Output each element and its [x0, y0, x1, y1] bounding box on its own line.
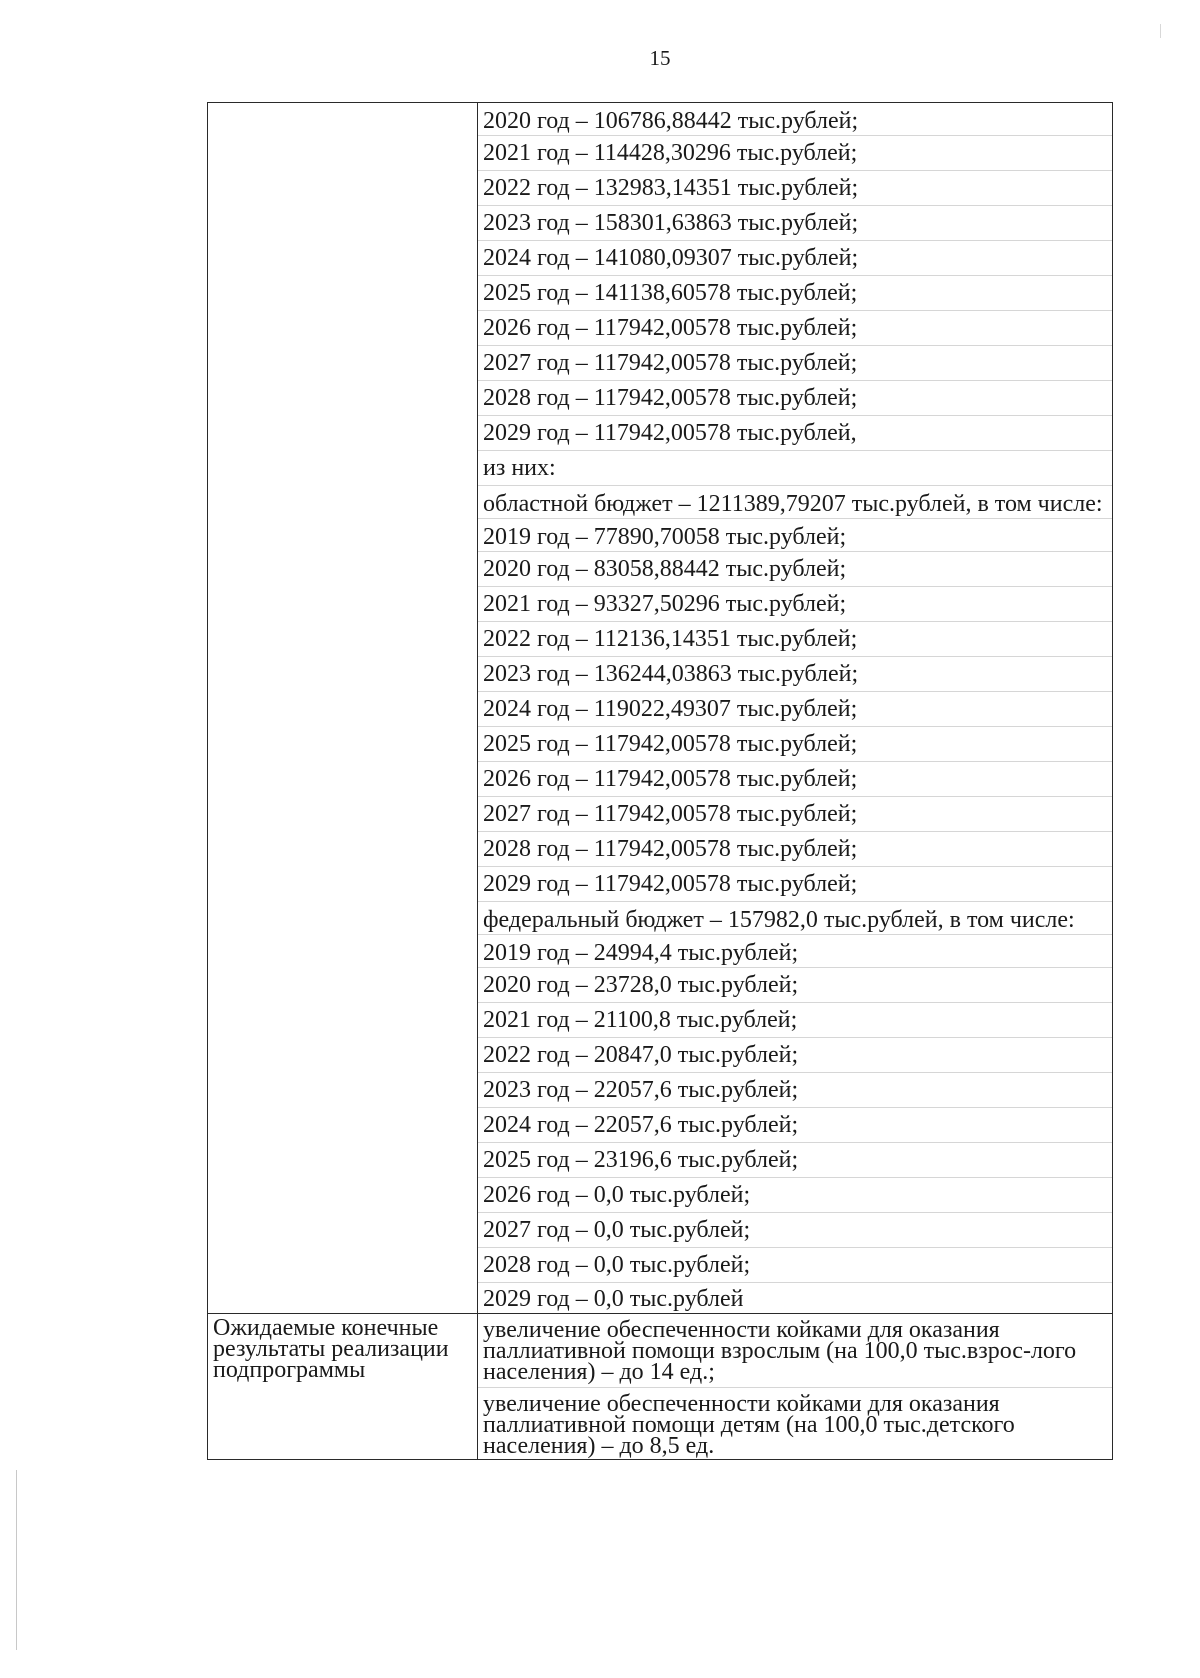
regional-budget-line: 2019 год – 77890,70058 тыс.рублей;	[478, 519, 1112, 552]
federal-budget-line: 2021 год – 21100,8 тыс.рублей;	[478, 1003, 1112, 1038]
financing-total-lines	[478, 103, 1112, 451]
regional-budget-header: областной бюджет – 1211389,79207 тыс.рублей, в том числе:	[478, 486, 1112, 519]
scan-margin-line	[16, 1470, 17, 1650]
financing-total-line: 2028 год – 117942,00578 тыс.рублей;	[478, 381, 1112, 416]
regional-budget-line: 2021 год – 93327,50296 тыс.рублей;	[478, 587, 1112, 622]
regional-budget-line: 2028 год – 117942,00578 тыс.рублей;	[478, 832, 1112, 867]
federal-budget-line: 2027 год – 0,0 тыс.рублей;	[478, 1213, 1112, 1248]
federal-budget-line: 2024 год – 22057,6 тыс.рублей;	[478, 1108, 1112, 1143]
financing-total-line: 2024 год – 141080,09307 тыс.рублей;	[478, 241, 1112, 276]
federal-budget-line: 2019 год – 24994,4 тыс.рублей;	[478, 935, 1112, 968]
financing-total-line: 2029 год – 117942,00578 тыс.рублей,	[478, 416, 1112, 451]
financing-total-line: 2022 год – 132983,14351 тыс.рублей;	[478, 171, 1112, 206]
results-row	[208, 1314, 1113, 1460]
regional-budget-line: 2026 год – 117942,00578 тыс.рублей;	[478, 762, 1112, 797]
federal-budget-header: федеральный бюджет – 157982,0 тыс.рублей, в том числе:	[478, 902, 1112, 935]
federal-budget-line: 2022 год – 20847,0 тыс.рублей;	[478, 1038, 1112, 1073]
results-label: Ожидаемые конечные результаты реализации подпрограммы	[213, 1315, 449, 1383]
financing-total-line: 2020 год – 106786,88442 тыс.рублей;	[478, 103, 1112, 136]
financing-total-line: 2025 год – 141138,60578 тыс.рублей;	[478, 276, 1112, 311]
regional-budget-line: 2020 год – 83058,88442 тыс.рублей;	[478, 552, 1112, 587]
financing-value-cell	[478, 103, 1113, 1314]
regional-budget-lines	[478, 519, 1112, 902]
scan-margin-mark	[1160, 24, 1161, 38]
of-them-label: из них:	[478, 451, 1112, 486]
result-item-adults: увеличение обеспеченности койками для оказания паллиативной помощи взрослым (на 100,0 тыс.взрос-лого населения) – до 14 ед.;	[478, 1314, 1112, 1388]
page-number: 15	[649, 46, 671, 70]
financing-total-line: 2027 год – 117942,00578 тыс.рублей;	[478, 346, 1112, 381]
regional-budget-line: 2023 год – 136244,03863 тыс.рублей;	[478, 657, 1112, 692]
financing-row	[208, 103, 1113, 1314]
financing-total-line: 2026 год – 117942,00578 тыс.рублей;	[478, 311, 1112, 346]
federal-budget-line: 2025 год – 23196,6 тыс.рублей;	[478, 1143, 1112, 1178]
federal-budget-lines	[478, 935, 1112, 1313]
financing-total-line: 2021 год – 114428,30296 тыс.рублей;	[478, 136, 1112, 171]
federal-budget-line: 2029 год – 0,0 тыс.рублей	[483, 1286, 744, 1312]
federal-budget-line: 2028 год – 0,0 тыс.рублей;	[478, 1248, 1112, 1283]
results-value-cell	[478, 1314, 1113, 1460]
regional-budget-line: 2027 год – 117942,00578 тыс.рублей;	[478, 797, 1112, 832]
results-label-cell	[208, 1314, 478, 1460]
federal-budget-line: 2020 год – 23728,0 тыс.рублей;	[478, 968, 1112, 1003]
financing-total-line: 2023 год – 158301,63863 тыс.рублей;	[478, 206, 1112, 241]
regional-budget-line: 2025 год – 117942,00578 тыс.рублей;	[478, 727, 1112, 762]
regional-budget-line: 2024 год – 119022,49307 тыс.рублей;	[478, 692, 1112, 727]
regional-budget-line: 2029 год – 117942,00578 тыс.рублей;	[478, 867, 1112, 902]
result-item-children: увеличение обеспеченности койками для оказания паллиативной помощи детям (на 100,0 тыс.детского населения) – до 8,5 ед.	[483, 1391, 1015, 1459]
federal-budget-line: 2023 год – 22057,6 тыс.рублей;	[478, 1073, 1112, 1108]
passport-table	[207, 102, 1113, 1460]
financing-label-cell	[208, 103, 478, 1314]
federal-budget-line: 2026 год – 0,0 тыс.рублей;	[478, 1178, 1112, 1213]
regional-budget-line: 2022 год – 112136,14351 тыс.рублей;	[478, 622, 1112, 657]
